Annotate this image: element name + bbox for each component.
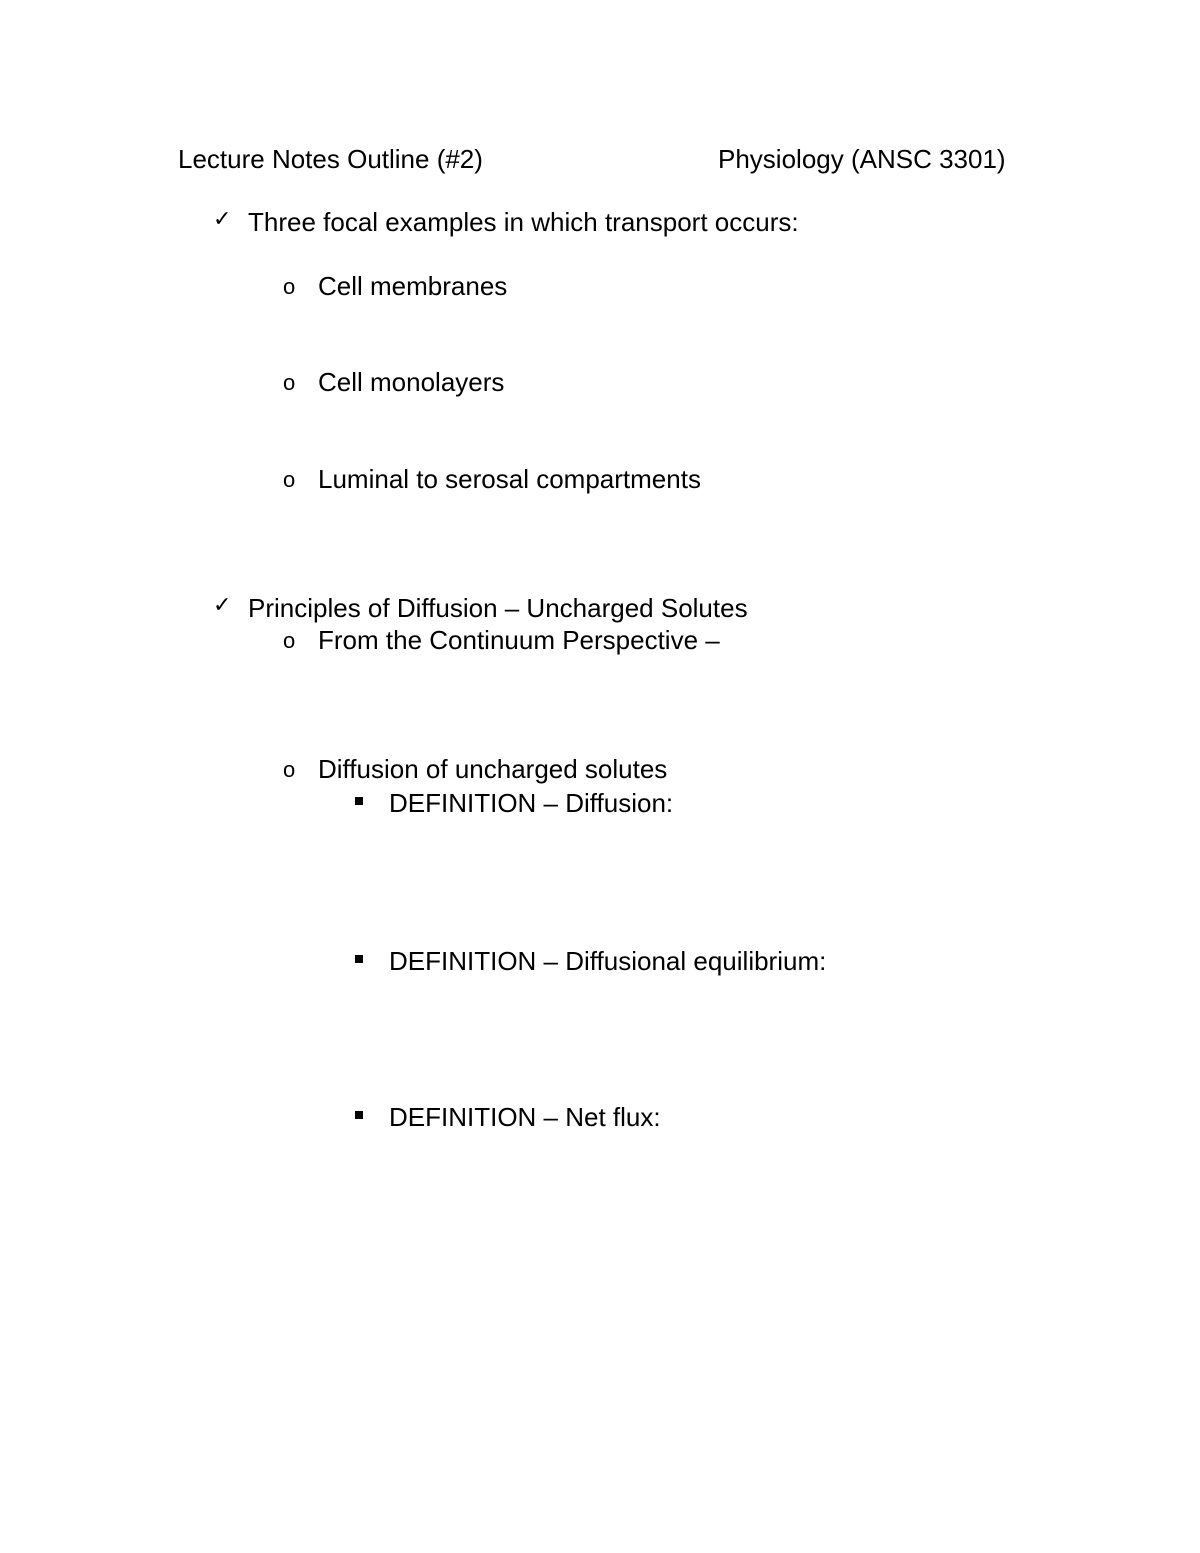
circle-bullet-icon: o (283, 467, 296, 492)
section-heading: Three focal examples in which transport occurs: (248, 207, 799, 237)
circle-bullet-icon: o (283, 757, 296, 782)
list-item: From the Continuum Perspective – (318, 625, 720, 655)
checkmark-bullet-icon: ✓ (213, 593, 232, 618)
list-item: Luminal to serosal compartments (318, 464, 701, 494)
definition-item: DEFINITION – Diffusional equilibrium: (389, 946, 827, 976)
list-item: Cell membranes (318, 271, 508, 301)
square-bullet-icon (355, 955, 363, 963)
definition-item: DEFINITION – Diffusion: (389, 788, 674, 818)
circle-bullet-icon: o (283, 370, 296, 395)
section-heading: Principles of Diffusion – Uncharged Solutes (248, 593, 748, 623)
checkmark-bullet-icon: ✓ (213, 207, 232, 232)
list-item: Diffusion of uncharged solutes (318, 754, 668, 784)
square-bullet-icon (355, 1111, 363, 1119)
circle-bullet-icon: o (283, 628, 296, 653)
square-bullet-icon (355, 797, 363, 805)
list-item: Cell monolayers (318, 367, 505, 397)
definition-item: DEFINITION – Net flux: (389, 1102, 661, 1132)
circle-bullet-icon: o (283, 274, 296, 299)
header-right-title: Physiology (ANSC 3301) (718, 144, 1006, 174)
header-left-title: Lecture Notes Outline (#2) (178, 144, 483, 174)
